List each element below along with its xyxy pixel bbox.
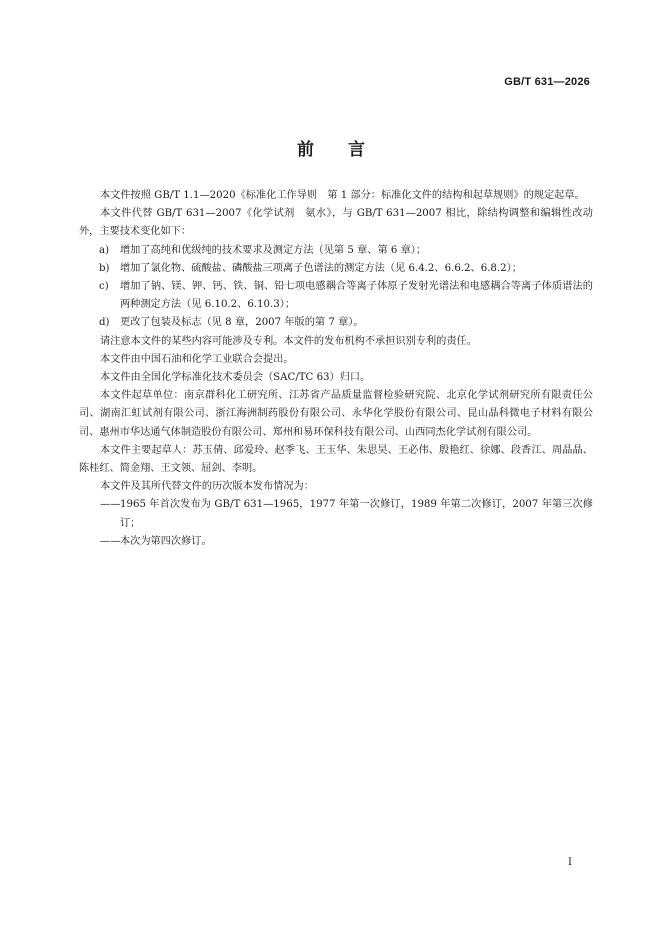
paragraph-proposer: 本文件由中国石油和化学工业联合会提出。: [100, 353, 294, 365]
list-item-text: 增加了氯化物、硫酸盐、磷酸盐三项离子色谱法的测定方法（见 6.4.2、6.6.2、6.8.2）；: [120, 262, 522, 274]
history-item-text: 本次为第四次修订。: [120, 535, 212, 547]
list-item: [79, 242, 593, 260]
list-item-text: 更改了包装及标志（见 8 章，2007 年版的第 7 章）。: [120, 317, 364, 329]
paragraph-drafting-rules: 本文件按照 GB/T 1.1—2020《标准化工作导则 第 1 部分：标准化文件的结构和起草规则》的规定起草。: [100, 190, 585, 201]
list-marker: d): [99, 317, 110, 329]
paragraph-history-intro: 本文件及其所代替文件的历次版本发布情况为：: [100, 481, 314, 493]
paragraph-drafters: 本文件主要起草人：苏玉倩、邱爱玲、赵季飞、王玉华、朱思昊、王必伟、殷艳红、徐娜、段香江、周晶晶、陈桂红、简金翔、王文领、屈剑、李明。: [79, 444, 593, 475]
paragraph-administrator: 本文件由全国化学标准化技术委员会（SAC/TC 63）归口。: [100, 372, 371, 384]
list-item: [79, 260, 593, 278]
page-title: 前言: [297, 140, 399, 160]
list-marker: b): [99, 262, 110, 274]
list-marker: a): [99, 244, 110, 256]
list-item: [79, 314, 593, 332]
list-item: [79, 278, 593, 314]
history-item: [79, 496, 593, 532]
list-marker: c): [99, 281, 109, 293]
foreword-body: [79, 187, 593, 551]
paragraph-patent-notice: 请注意本文件的某些内容可能涉及专利。本文件的发布机构不承担识别专利的责任。: [100, 335, 477, 347]
list-item-text: 增加了钠、镁、钾、钙、铁、铜、铅七项电感耦合等离子体原子发射光谱法和电感耦合等离子体质谱法的两种测定方法（见 6.10.2、6.10.3）；: [120, 281, 593, 311]
page-number: I: [568, 857, 572, 868]
dash-marker: ——: [100, 535, 121, 547]
history-item-text: 1965 年首次发布为 GB/T 631—1965，1977 年第一次修订，1989 年第二次修订，2007 年第三次修订；: [120, 499, 593, 529]
history-item: [79, 533, 593, 551]
standard-number: GB/T 631—2026: [504, 76, 590, 88]
dash-marker: ——: [100, 499, 121, 511]
paragraph-drafting-units: 本文件起草单位：南京群科化工研究所、江苏省产品质量监督检验研究院、北京化学试剂研究所有限责任公司、湖南汇虹试剂有限公司、浙江海洲制药股份有限公司、永华化学股份有限公司、昆山晶科微电子材料有限公司、惠州市华达通气体制造股份有限公司、郑州和易环保科技有限公司、山西同杰化学试剂有限公司。: [79, 390, 593, 438]
list-item-text: 增加了高纯和优级纯的技术要求及测定方法（见第 5 章、第 6 章）；: [120, 244, 427, 256]
paragraph-replacement: 本文件代替 GB/T 631—2007《化学试剂 氨水》，与 GB/T 631—2007 相比，除结构调整和编辑性改动外，主要技术变化如下：: [79, 208, 593, 238]
